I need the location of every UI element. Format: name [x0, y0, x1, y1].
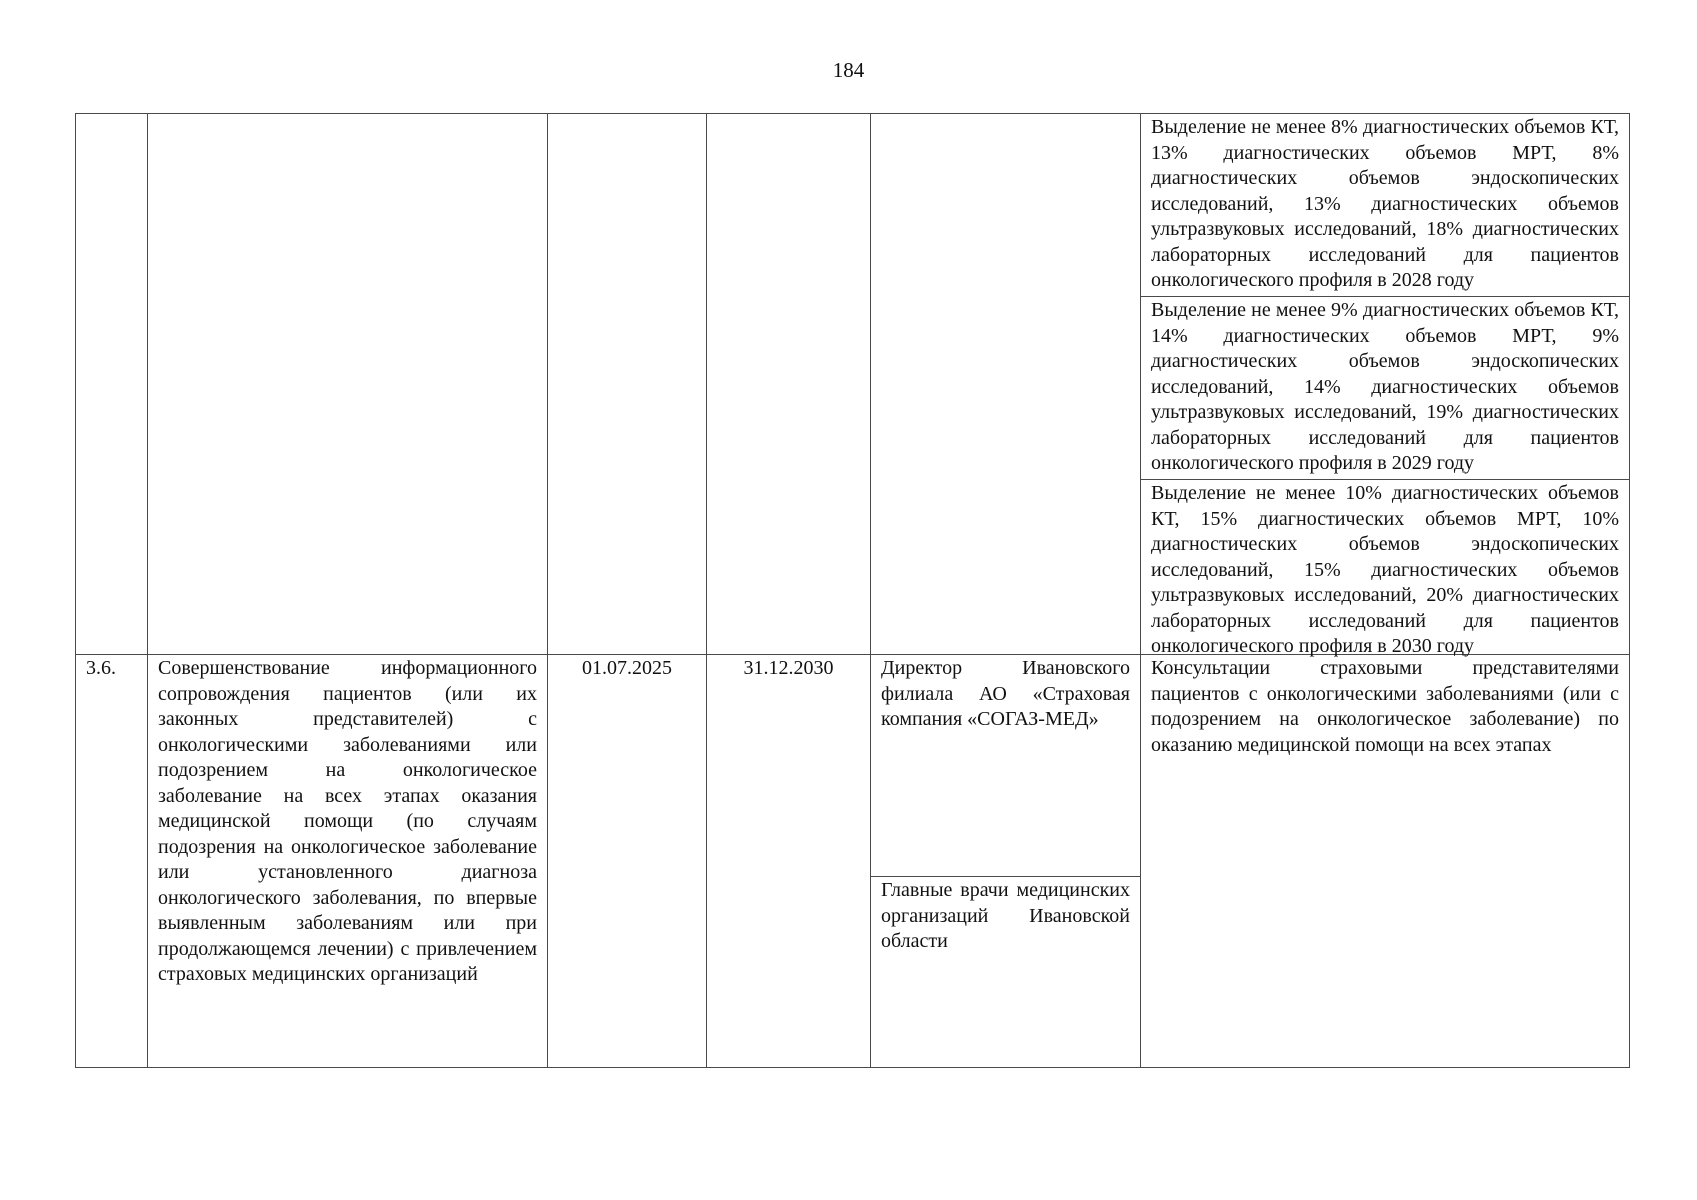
page-number: 184	[832, 58, 865, 82]
responsible-item: Главные врачи медицинских организаций Ивановской области	[871, 876, 1140, 1067]
cell-end-date	[707, 114, 871, 655]
cell-responsible	[871, 655, 1141, 1068]
cell-number	[76, 114, 148, 655]
cell-measure-name	[148, 114, 548, 655]
cell-measure-name: Совершенствование информационного сопровождения пациентов (или их законных представителей) с онкологическими заболеваниями или подозрением на онкологическое заболевание на всех этапах оказания медицинской помощи (по случаям подозрения на онкологическое заболевание или установленного диагноза онкологического заболевания, по впервые выявленным заболеваниям или при продолжающемся лечении) с привлечением страховых медицинских организаций	[148, 655, 548, 1068]
cell-start-date: 01.07.2025	[548, 655, 707, 1068]
cell-end-date: 31.12.2030	[707, 655, 871, 1068]
cell-responsible	[871, 114, 1141, 655]
table-row	[76, 655, 1630, 1068]
responsible-item: Директор Ивановского филиала АО «Страховая компания «СОГАЗ-МЕД»	[881, 657, 1130, 730]
table-row	[76, 114, 1630, 655]
cell-results: Консультации страховыми представителями пациентов с онкологическими заболеваниями (или с подозрением на онкологическое заболевание) по оказанию медицинской помощи на всех этапах	[1141, 655, 1630, 1068]
result-item: Выделение не менее 9% диагностических объемов КТ, 14% диагностических объемов МРТ, 9% диагностических объемов эндоскопических исследований, 14% диагностических объемов ультразвуковых исследований, 19% диагностических лабораторных исследований для пациентов онкологического профиля в 2029 году	[1141, 296, 1629, 479]
result-item: Выделение не менее 8% диагностических объемов КТ, 13% диагностических объемов МРТ, 8% диагностических объемов эндоскопических исследований, 13% диагностических объемов ультразвуковых исследований, 18% диагностических лабораторных исследований для пациентов онкологического профиля в 2028 году	[1151, 116, 1619, 291]
cell-number: 3.6.	[76, 655, 148, 1068]
measures-table	[75, 113, 1630, 1068]
cell-results	[1141, 114, 1630, 655]
cell-start-date	[548, 114, 707, 655]
result-item: Выделение не менее 10% диагностических объемов КТ, 15% диагностических объемов МРТ, 10% диагностических объемов эндоскопических исследований, 15% диагностических объемов ультразвуковых исследований, 20% диагностических лабораторных исследований для пациентов онкологического профиля в 2030 году	[1141, 479, 1629, 654]
